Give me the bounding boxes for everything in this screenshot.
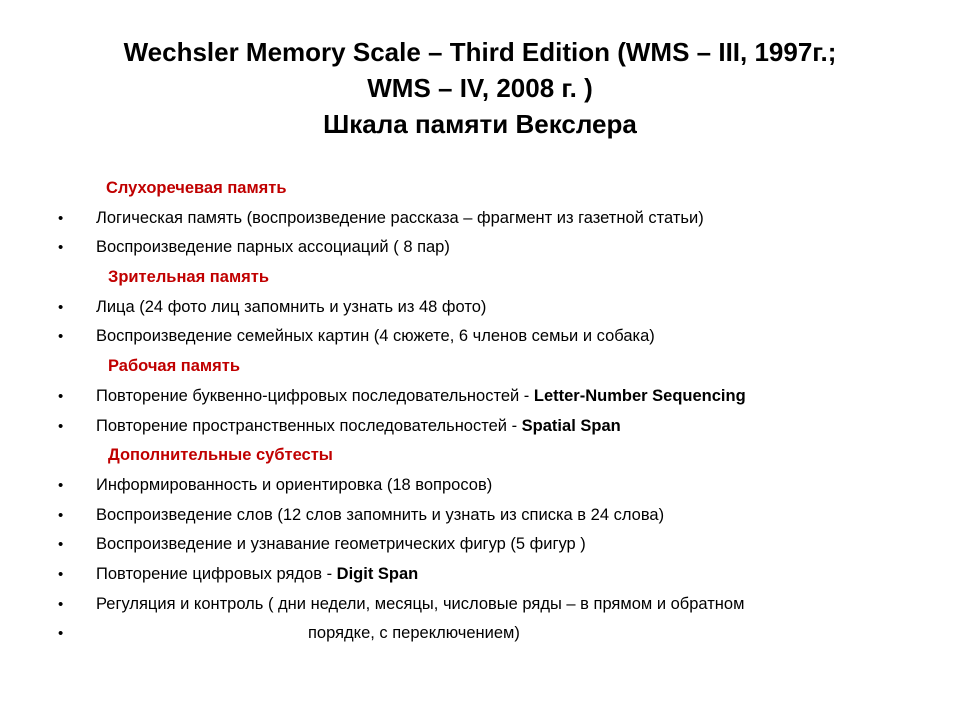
list-item-text: Воспроизведение парных ассоциаций ( 8 пар) — [96, 238, 450, 257]
bullet-icon: • — [58, 595, 64, 613]
list-item-text: Логическая память (воспроизведение рассказа – фрагмент из газетной статьи) — [96, 208, 704, 227]
list-item — [58, 412, 918, 442]
bullet-icon: • — [58, 476, 64, 494]
bullet-icon: • — [58, 536, 64, 554]
list-item — [58, 382, 918, 412]
list-item-text: Воспроизведение и узнавание геометрических фигур (5 фигур ) — [96, 535, 586, 554]
list-item — [58, 204, 918, 234]
list-item — [58, 233, 918, 263]
title-line-3: Шкала памяти Векслера — [323, 109, 637, 139]
list-item — [58, 293, 918, 323]
section-heading-working: Рабочая память — [108, 357, 240, 376]
section-heading-auditory: Слухоречевая память — [106, 179, 287, 197]
section-heading-additional: Дополнительные субтесты — [108, 446, 333, 465]
list-item — [58, 619, 918, 649]
list-item — [58, 322, 918, 352]
list-item-text: Информированность и ориентировка (18 вопросов) — [96, 475, 493, 494]
section-heading-visual: Зрительная память — [108, 268, 269, 287]
list-item — [58, 590, 918, 620]
list-item-term: Letter-Number Sequencing — [533, 386, 746, 405]
list-item-text: Повторение цифровых рядов - — [96, 564, 337, 583]
bullet-icon: • — [58, 328, 64, 346]
bullet-icon: • — [58, 209, 64, 227]
list-item — [58, 560, 918, 590]
title-line-1: Wechsler Memory Scale – Third Edition (WMS – III, 1997г.; — [123, 37, 837, 67]
slide-title — [40, 34, 920, 142]
bullet-icon: • — [58, 625, 64, 643]
list-item-text: Повторение пространственных последовательностей - — [96, 416, 522, 435]
list-item — [58, 501, 918, 531]
list-item-text: Воспроизведение слов (12 слов запомнить и узнать из списка в 24 слова) — [96, 505, 665, 524]
bullet-icon: • — [58, 506, 64, 524]
list-item-text: Регуляция и контроль ( дни недели, месяцы, числовые ряды – в прямом и обратном — [96, 594, 745, 613]
list-item-text: порядке, с переключением) — [308, 624, 520, 643]
list-item — [58, 471, 918, 501]
bullet-icon: • — [58, 239, 64, 257]
list-item-text: Воспроизведение семейных картин (4 сюжете, 6 членов семьи и собака) — [96, 327, 655, 346]
title-line-2: WMS – IV, 2008 г. ) — [367, 73, 593, 103]
bullet-icon: • — [58, 387, 64, 405]
bullet-icon: • — [58, 417, 64, 435]
list-item-term: Digit Span — [336, 564, 419, 583]
list-item — [58, 530, 918, 560]
bullet-icon: • — [58, 565, 64, 583]
list-item-term: Spatial Span — [521, 416, 621, 435]
bullet-icon: • — [58, 298, 64, 316]
content-list — [58, 174, 918, 649]
list-item-text: Повторение буквенно-цифровых последовательностей - — [96, 386, 534, 405]
list-item-text: Лица (24 фото лиц запомнить и узнать из 48 фото) — [96, 297, 487, 316]
